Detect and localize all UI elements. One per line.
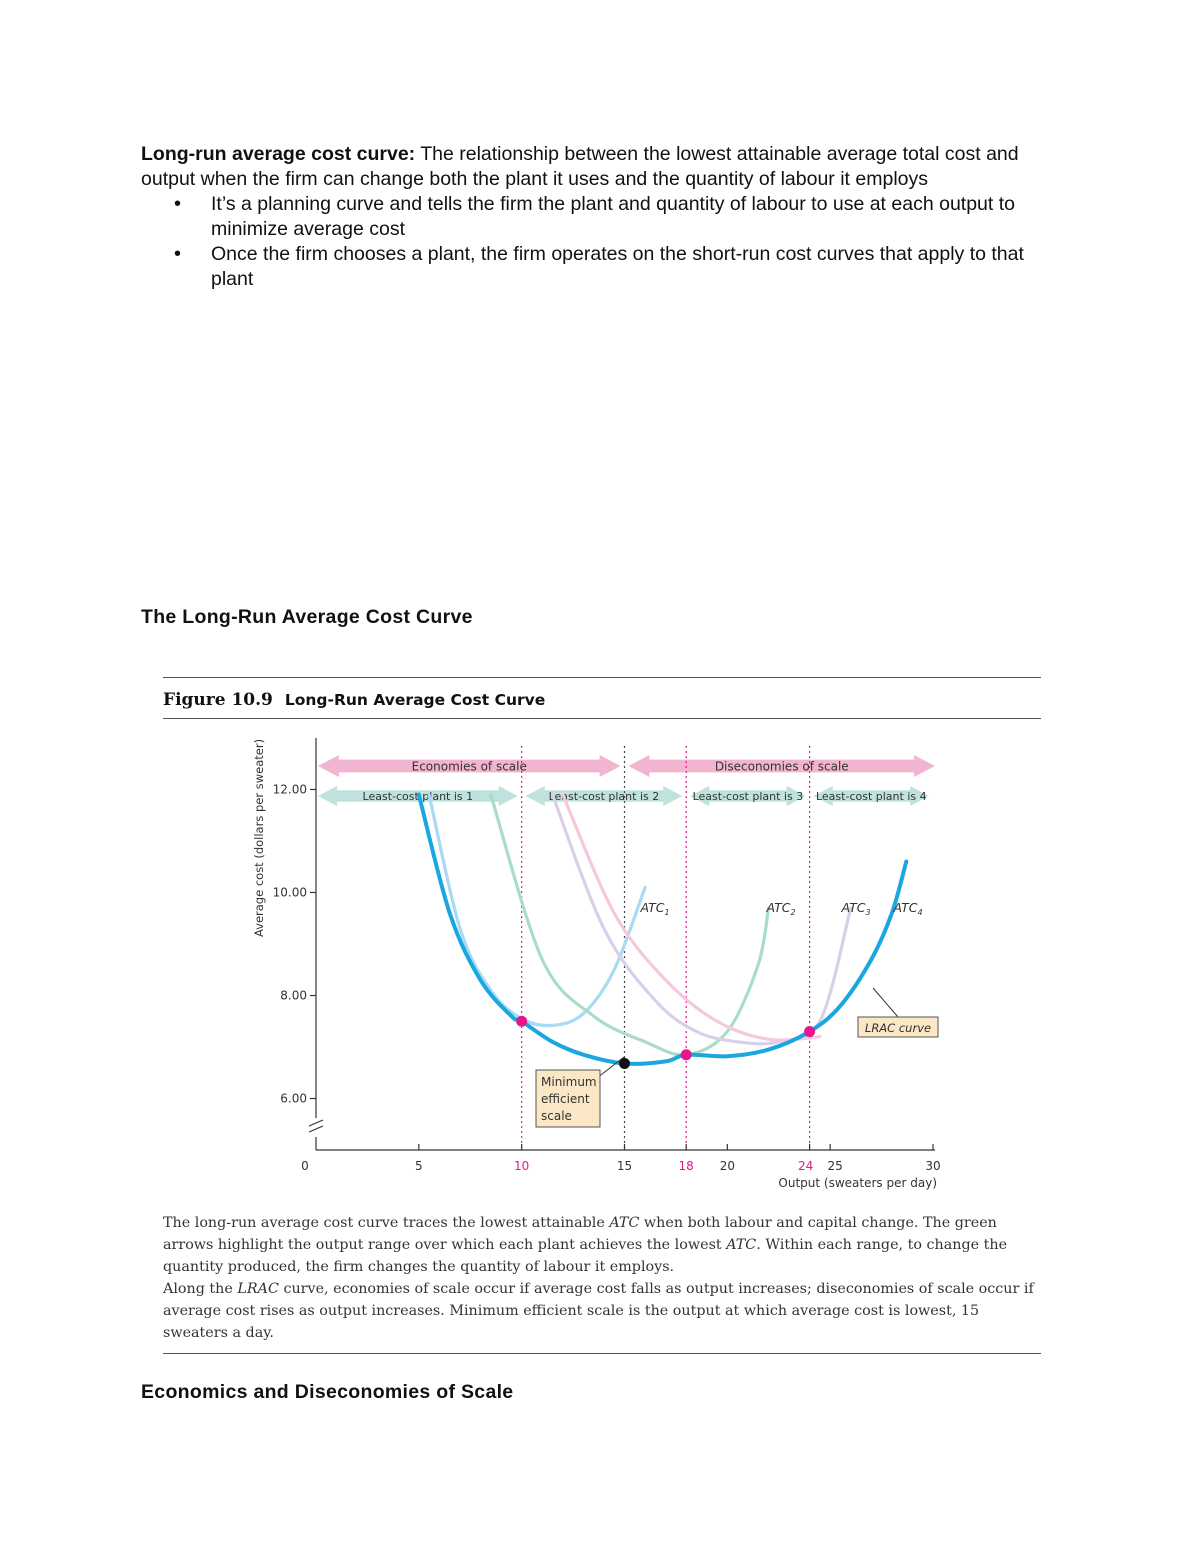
lrac-label: LRAC curve	[864, 1021, 932, 1035]
caption-text: . Within each range, to change the quantity produced, the firm changes the quantity of labour it employs.	[163, 1237, 1008, 1275]
term: Long-run average cost curve:	[141, 143, 416, 165]
section-heading: The Long-Run Average Cost Curve	[141, 606, 473, 628]
axis-break-icon	[309, 1120, 323, 1132]
list-item: • It’s a planning curve and tells the firm the plant and quantity of labour to use at each output to minimize average cost	[141, 192, 1061, 242]
x-tick-label: 0	[301, 1159, 309, 1173]
diseconomies-of-scale-arrow-label: Diseconomies of scale	[714, 759, 849, 774]
point-4	[804, 1026, 815, 1037]
y-tick-label: 8.00	[280, 988, 307, 1003]
y-tick-label: 10.00	[272, 885, 307, 900]
least-cost-plant-arrow-2-label: Least-cost plant is 2	[548, 789, 660, 803]
caption-paragraph-2	[163, 1278, 1041, 1344]
atc2-label: $ATC_2$	[766, 900, 796, 917]
y-tick-label: 6.00	[280, 1091, 307, 1106]
mes-label-line: scale	[541, 1109, 572, 1123]
x-tick-label: 15	[616, 1159, 633, 1173]
section-heading-2: Economics and Diseconomies of Scale	[141, 1381, 514, 1403]
caption-italic: ATC	[726, 1237, 757, 1253]
atc3-curve	[553, 795, 851, 1044]
point-1	[516, 1016, 527, 1027]
x-axis-title: Output (sweaters per day)	[778, 1176, 937, 1190]
caption-text: curve, economies of scale occur if average cost falls as output increases; diseconomies of scale occur if average cost rises as output increases. Minimum efficient scale is the output at which average cost is lowest, 15 sweaters a day.	[163, 1281, 1034, 1341]
least-cost-plant-arrow-1-label: Least-cost plant is 1	[362, 789, 474, 803]
x-tick-label: 24	[797, 1159, 814, 1173]
caption-italic: LRAC	[237, 1281, 279, 1297]
caption-italic: ATC	[609, 1215, 640, 1231]
definition-text: The relationship between the lowest attainable average total cost and output when the firm can change both the plant it uses and the quantity of labour it employs	[141, 143, 1019, 190]
figure-caption	[163, 1212, 1041, 1344]
least-cost-plant-arrow-4-label: Least-cost plant is 4	[815, 789, 927, 803]
x-tick-label: 30	[925, 1159, 941, 1173]
caption-paragraph-1	[163, 1212, 1041, 1278]
x-tick-label: 25	[827, 1159, 843, 1173]
caption-text: The long-run average cost curve traces the lowest attainable	[163, 1215, 610, 1231]
least-cost-plant-arrow-3-label: Least-cost plant is 3	[692, 789, 804, 803]
x-tick-label: 5	[415, 1159, 423, 1173]
atc3-label: $ATC_3$	[841, 900, 871, 917]
list-item: • Once the firm chooses a plant, the firm operates on the short-run cost curves that apply to that plant	[141, 242, 1061, 292]
lrac-leader-line	[873, 988, 898, 1017]
figure-number: Figure 10.9	[163, 690, 273, 710]
x-tick-label: 10	[514, 1159, 530, 1173]
atc2-curve	[491, 795, 769, 1055]
caption-text: Along the	[163, 1281, 238, 1297]
x-tick-label: 20	[719, 1159, 735, 1173]
mes-label-line: efficient	[541, 1092, 590, 1106]
atc1-label: $ATC_1$	[640, 900, 670, 917]
caption-text: when both labour and capital change. The green arrows highlight the output range over which each plant achieves the lowest	[163, 1215, 997, 1253]
mes-label-line: Minimum	[541, 1075, 597, 1089]
economies-of-scale-arrow-label: Economies of scale	[411, 759, 527, 774]
x-tick-label: 18	[678, 1159, 694, 1173]
figure-name: Long-Run Average Cost Curve	[284, 691, 546, 709]
y-axis-title: Average cost (dollars per sweater)	[252, 738, 266, 938]
figure-bottom-rule	[163, 1353, 1041, 1354]
y-tick-label: 12.00	[272, 782, 307, 797]
atc4-label: $ATC_4$	[893, 900, 923, 917]
lrac-curve	[419, 795, 907, 1064]
atc4-curve	[563, 795, 820, 1040]
point-3	[681, 1049, 692, 1060]
